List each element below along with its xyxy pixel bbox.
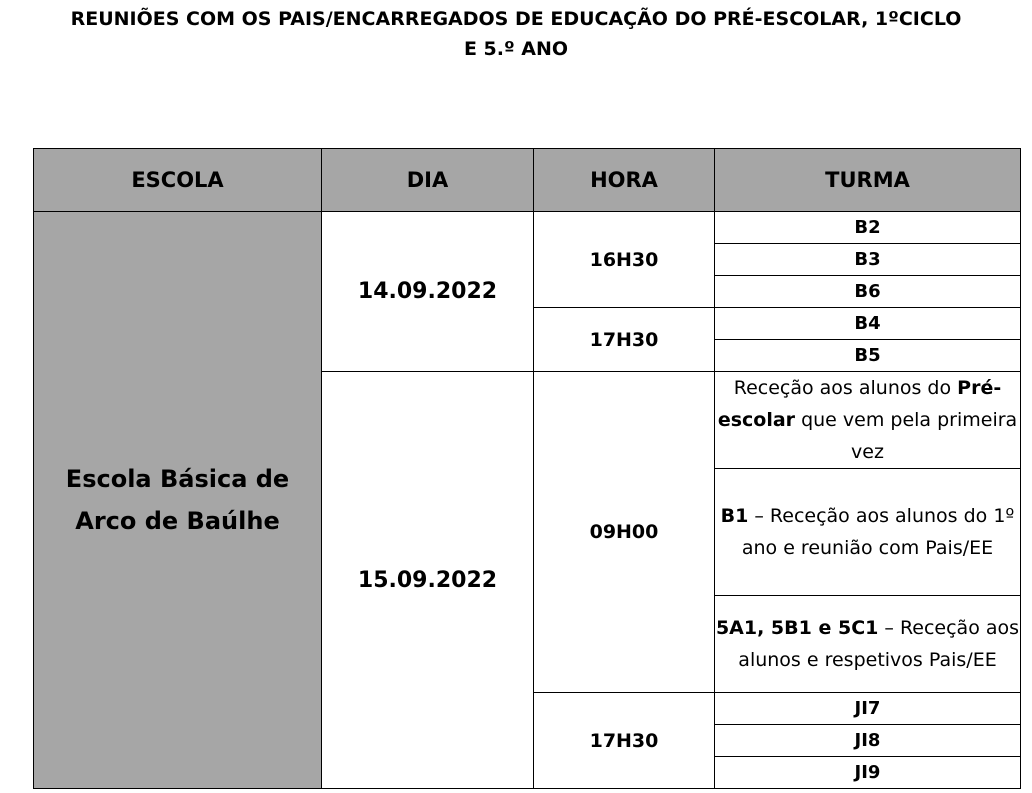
header-escola: ESCOLA — [34, 149, 322, 212]
description-bold: 5A1, 5B1 e 5C1 — [715, 617, 879, 639]
hour-cell: 17H30 — [534, 693, 715, 789]
table-row — [34, 212, 1021, 244]
meetings-table — [33, 148, 1021, 789]
header-hora: HORA — [534, 149, 715, 212]
turma-cell: JI7 — [715, 693, 1021, 725]
turma-cell: JI8 — [715, 725, 1021, 757]
description-bold: B1 — [720, 505, 749, 527]
hour-cell: 17H30 — [534, 308, 715, 372]
hour-cell: 16H30 — [534, 212, 715, 308]
school-name-line-2: Arco de Baúlhe — [75, 507, 280, 535]
description-cell — [715, 469, 1021, 596]
description-text: Receção aos alunos do — [733, 377, 958, 399]
description-cell — [715, 596, 1021, 693]
school-name-line-1: Escola Básica de — [65, 465, 290, 493]
table-header-row — [34, 149, 1021, 212]
day-cell: 14.09.2022 — [322, 212, 534, 372]
turma-cell: B2 — [715, 212, 1021, 244]
school-cell — [34, 212, 322, 789]
page-title — [40, 4, 992, 64]
turma-cell: B4 — [715, 308, 1021, 340]
header-dia: DIA — [322, 149, 534, 212]
title-line-1: REUNIÕES COM OS PAIS/ENCARREGADOS DE EDUCAÇÃO DO PRÉ-ESCOLAR, 1ºCICLO — [70, 8, 962, 30]
hour-cell: 09H00 — [534, 372, 715, 693]
description-bold: Pré-escolar — [717, 377, 1002, 431]
description-text: que vem pela primeira vez — [795, 409, 1018, 463]
turma-cell: B3 — [715, 244, 1021, 276]
day-cell: 15.09.2022 — [322, 372, 534, 789]
turma-cell: B5 — [715, 340, 1021, 372]
description-text: – Receção aos alunos do 1º ano e reunião com Pais/EE — [741, 505, 1015, 559]
title-line-2: E 5.º ANO — [463, 38, 569, 60]
turma-cell: B6 — [715, 276, 1021, 308]
turma-cell: JI9 — [715, 757, 1021, 789]
description-text: – Receção aos alunos e respetivos Pais/EE — [738, 617, 1020, 671]
description-cell — [715, 372, 1021, 469]
header-turma: TURMA — [715, 149, 1021, 212]
